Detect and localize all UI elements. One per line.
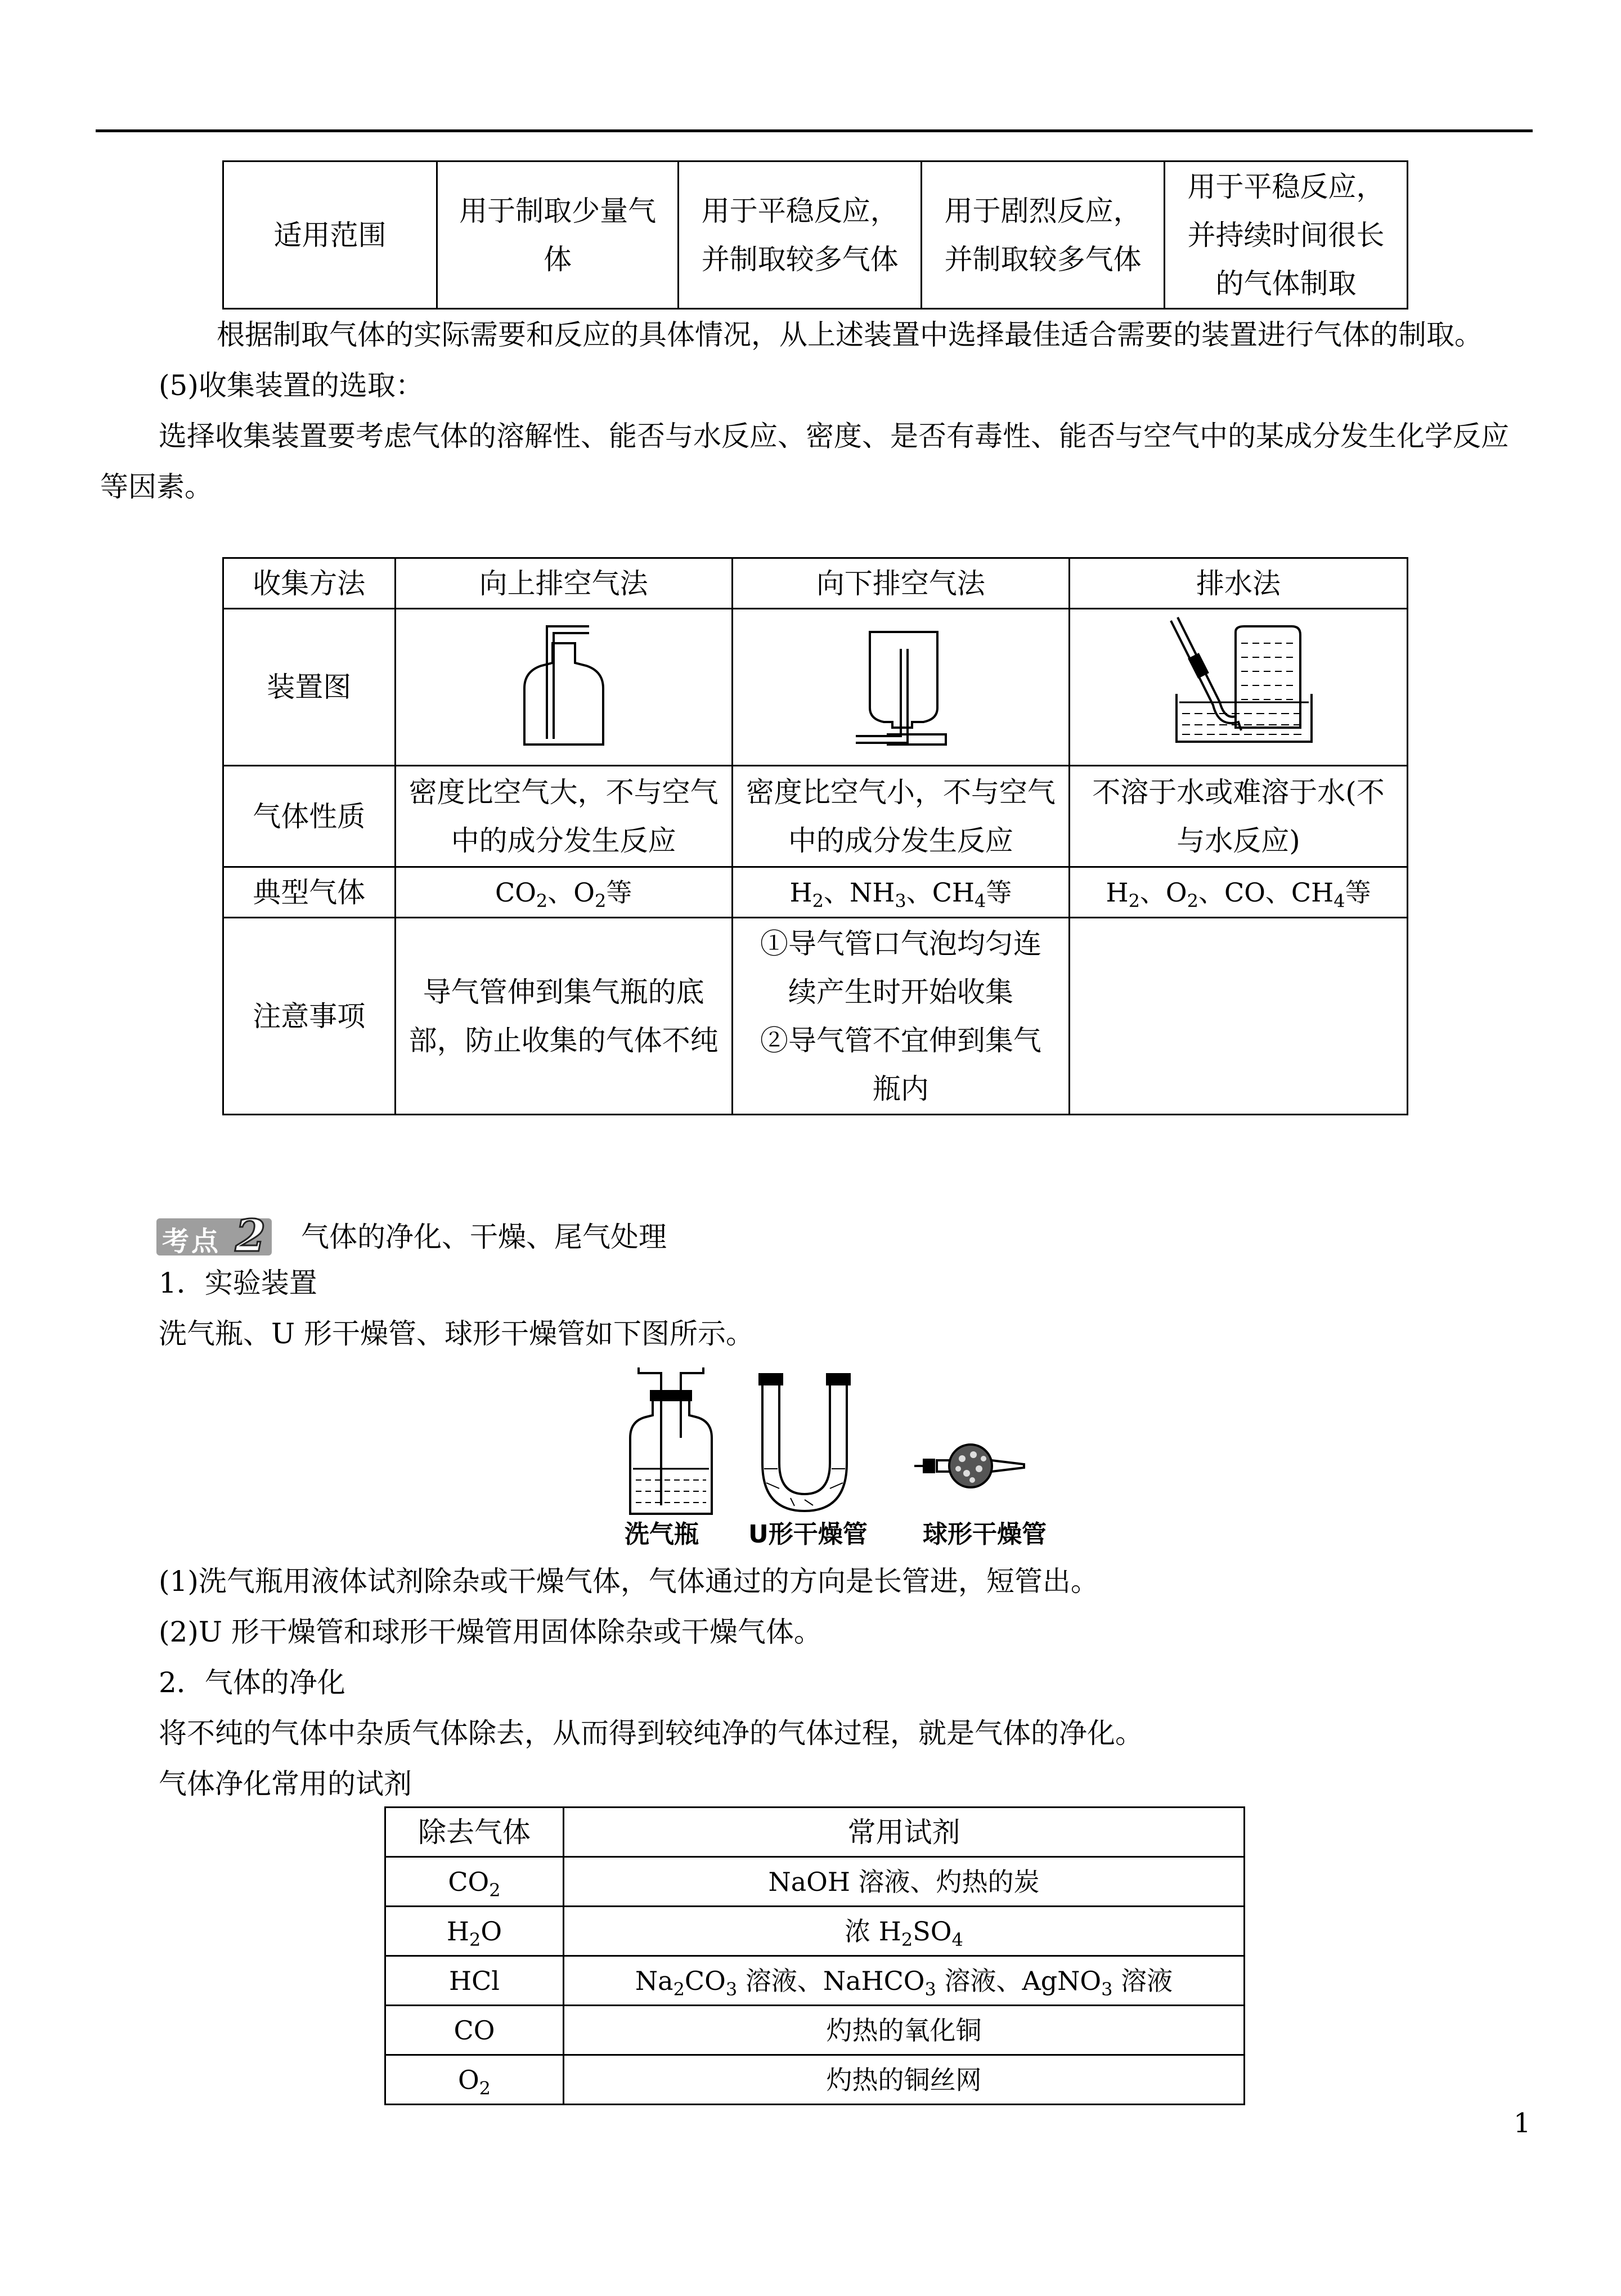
row-label: 典型气体 [223, 867, 396, 918]
cell-line: 导气管伸到集气瓶的底 [423, 975, 704, 1008]
figure-caption: U形干燥管 [748, 1520, 868, 1549]
table-cell: $CO_2$、$O_2$等 [395, 867, 732, 918]
section-heading: 2．气体的净化 [159, 1666, 345, 1699]
table-cell [1165, 162, 1408, 309]
table-label: 适用范围 [223, 162, 437, 309]
upward-air-apparatus [395, 609, 732, 766]
water-trough-icon [1148, 609, 1328, 750]
table-cell [679, 162, 922, 309]
paragraph: 气体净化常用的试剂 [159, 1768, 412, 1800]
section-heading: 1．实验装置 [159, 1267, 317, 1299]
table-cell [732, 766, 1069, 867]
table-cell [1070, 766, 1408, 867]
header-rule [96, 129, 1533, 132]
column-header: 除去气体 [385, 1808, 564, 1857]
table-cell [437, 162, 679, 309]
table-row [223, 162, 1408, 309]
cell-line: 用于平稳反应， [701, 194, 899, 227]
cell-line: 用于平稳反应， [1187, 170, 1385, 203]
table-row [223, 766, 1408, 867]
cell-line: 不溶于水或难溶于水(不 [1092, 775, 1385, 809]
table-cell: 灼热的氧化铜 [564, 2006, 1245, 2055]
table-cell: $H_2O$ [385, 1907, 564, 1956]
paragraph: 等因素。 [100, 470, 213, 503]
kaodian-badge [156, 1210, 272, 1262]
table-cell: NaOH 溶液、灼热的炭 [564, 1857, 1245, 1907]
column-header: 向下排空气法 [732, 558, 1069, 609]
table-cell: $CO_2$ [385, 1857, 564, 1907]
paragraph: 将不纯的气体中杂质气体除去，从而得到较纯净的气体过程，就是气体的净化。 [159, 1717, 1143, 1750]
figure-caption: 球形干燥管 [923, 1520, 1047, 1549]
table-cell: $O_2$ [385, 2055, 564, 2105]
table-row [385, 1907, 1245, 1956]
figure-caption: 洗气瓶 [625, 1520, 699, 1549]
table-cell [395, 918, 732, 1115]
table-cell [395, 766, 732, 867]
water-displacement-apparatus [1070, 609, 1408, 766]
apparatus-scope-table [222, 160, 1408, 310]
table-row [223, 867, 1408, 918]
table-row [385, 2055, 1245, 2105]
badge-label: 考点 [162, 1226, 221, 1257]
table-row [223, 918, 1408, 1115]
cell-line: 中的成分发生反应 [451, 824, 676, 857]
cell-line: 部，防止收集的气体不纯 [408, 1024, 719, 1057]
row-label: 注意事项 [223, 918, 396, 1115]
page-number: 1 [1514, 2107, 1531, 2139]
paragraph: 根据制取气体的实际需要和反应的具体情况，从上述装置中选择最佳适合需要的装置进行气体的制取。 [217, 319, 1483, 351]
column-header: 常用试剂 [564, 1808, 1245, 1857]
table-row [385, 2006, 1245, 2055]
cell-line: 并持续时间很长 [1187, 218, 1385, 252]
u-drying-tube-icon [758, 1373, 851, 1511]
cell-line: 用于剧烈反应， [944, 194, 1142, 227]
cell-line: 中的成分发生反应 [788, 824, 1013, 857]
wash-bottle-icon [630, 1367, 712, 1514]
table-cell: CO [385, 2006, 564, 2055]
paragraph: (2)U 形干燥管和球形干燥管用固体除杂或干燥气体。 [159, 1616, 822, 1648]
row-label: 装置图 [223, 609, 396, 766]
paragraph: 洗气瓶、U 形干燥管、球形干燥管如下图所示。 [159, 1317, 755, 1350]
paragraph: (1)洗气瓶用液体试剂除杂或干燥气体，气体通过的方向是长管进，短管出。 [159, 1565, 1099, 1598]
cell-line: 密度比空气小，不与空气 [746, 775, 1056, 809]
table-cell: 浓 $H_2SO_4$ [564, 1907, 1245, 1956]
cell-line: 瓶内 [872, 1072, 929, 1105]
table-cell [732, 918, 1069, 1115]
table-row [385, 1857, 1245, 1907]
table-cell: $H_2$、$O_2$、CO、$CH_4$等 [1070, 867, 1408, 918]
collection-method-table [222, 557, 1408, 1115]
table-cell: 灼热的铜丝网 [564, 2055, 1245, 2105]
column-header: 排水法 [1070, 558, 1408, 609]
paragraph: 选择收集装置要考虑气体的溶解性、能否与水反应、密度、是否有毒性、能否与空气中的某成分发生化学反应 [159, 420, 1509, 452]
cell-line: 并制取较多气体 [944, 243, 1142, 276]
cell-line: 并制取较多气体 [701, 243, 899, 276]
gas-bottle-upward-icon [479, 609, 648, 750]
cell-line: ①导气管口气泡均匀连 [760, 927, 1041, 960]
gas-bottle-downward-icon [816, 609, 985, 750]
section-heading: (5)收集装置的选取： [159, 369, 424, 402]
cell-line: 体 [544, 243, 572, 276]
table-row [223, 558, 1408, 609]
column-header: 收集方法 [223, 558, 396, 609]
cell-line: 与水反应) [1177, 824, 1300, 857]
table-cell [1070, 918, 1408, 1115]
cell-line: 密度比空气大，不与空气 [408, 775, 719, 809]
table-row [385, 1956, 1245, 2006]
cell-line: 续产生时开始收集 [788, 975, 1013, 1008]
purification-reagent-table [384, 1806, 1245, 2105]
table-cell [922, 162, 1165, 309]
downward-air-apparatus [732, 609, 1069, 766]
table-row [223, 609, 1408, 766]
section-title: 气体的净化、干燥、尾气处理 [301, 1221, 667, 1253]
table-cell: HCl [385, 1956, 564, 2006]
badge-number: 2 [235, 1210, 266, 1262]
row-label: 气体性质 [223, 766, 396, 867]
table-row [385, 1808, 1245, 1857]
column-header: 向上排空气法 [395, 558, 732, 609]
table-cell: $H_2$、$NH_3$、$CH_4$等 [732, 867, 1069, 918]
spherical-drying-tube-icon [914, 1445, 1024, 1487]
cell-line: 的气体制取 [1215, 267, 1357, 300]
cell-line: 用于制取少量气 [459, 194, 657, 227]
cell-line: ②导气管不宜伸到集气 [760, 1024, 1041, 1057]
table-cell: $Na_2CO_3$ 溶液、NaHCO$_3$ 溶液、AgNO$_3$ 溶液 [564, 1956, 1245, 2006]
